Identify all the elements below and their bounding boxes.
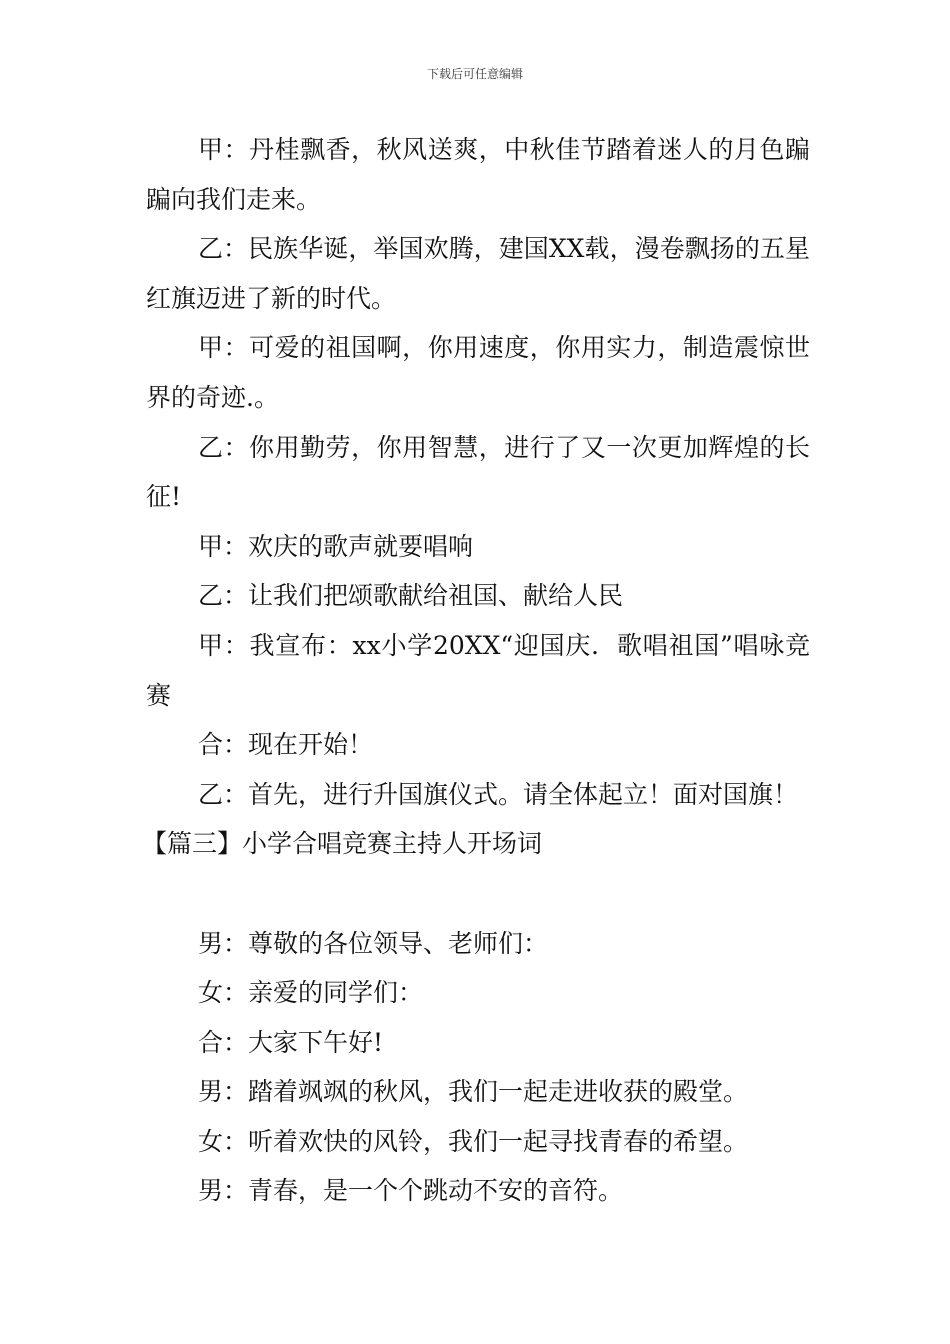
blank-line [146, 869, 810, 919]
document-body [142, 125, 810, 1216]
paragraph: 合：大家下午好! [198, 1027, 384, 1057]
paragraph: 女：听着欢快的风铃，我们一起寻找青春的希望。 [198, 1126, 749, 1156]
header-note: 下载后可任意编辑 [426, 67, 523, 81]
paragraph: 乙：你用勤劳，你用智慧，进行了又一次更加辉煌的长征! [146, 432, 810, 512]
paragraph: 甲：丹桂飘香，秋风送爽，中秋佳节踏着迷人的月色蹁蹁向我们走来。 [146, 135, 810, 214]
paragraph: 合：现在开始！ [198, 730, 374, 760]
paragraph: 甲：可爱的祖国啊，你用速度，你用实力，制造震惊世界的奇迹.。 [146, 333, 810, 412]
paragraph: 甲：欢庆的歌声就要唱响 [198, 531, 474, 561]
paragraph: 乙：民族华诞，举国欢腾，建国XX载，漫卷飘扬的五星红旗迈进了新的时代。 [146, 234, 810, 313]
paragraph: 乙：首先，进行升国旗仪式。请全体起立！面对国旗！ [198, 779, 799, 809]
paragraph: 男：青春，是一个个跳动不安的音符。 [198, 1176, 624, 1206]
paragraph: 甲：我宣布：xx小学20XX“迎国庆．歌唱祖国”唱咏竞赛 [146, 630, 810, 710]
paragraph: 乙：让我们把颂歌献给祖国、献给人民 [198, 581, 624, 611]
paragraph: 男：尊敬的各位领导、老师们： [198, 928, 549, 958]
paragraph: 男：踏着飒飒的秋风，我们一起走进收获的殿堂。 [198, 1077, 749, 1107]
section-title: 【篇三】小学合唱竞赛主持人开场词 [142, 829, 543, 859]
paragraph: 女：亲爱的同学们： [198, 978, 424, 1008]
